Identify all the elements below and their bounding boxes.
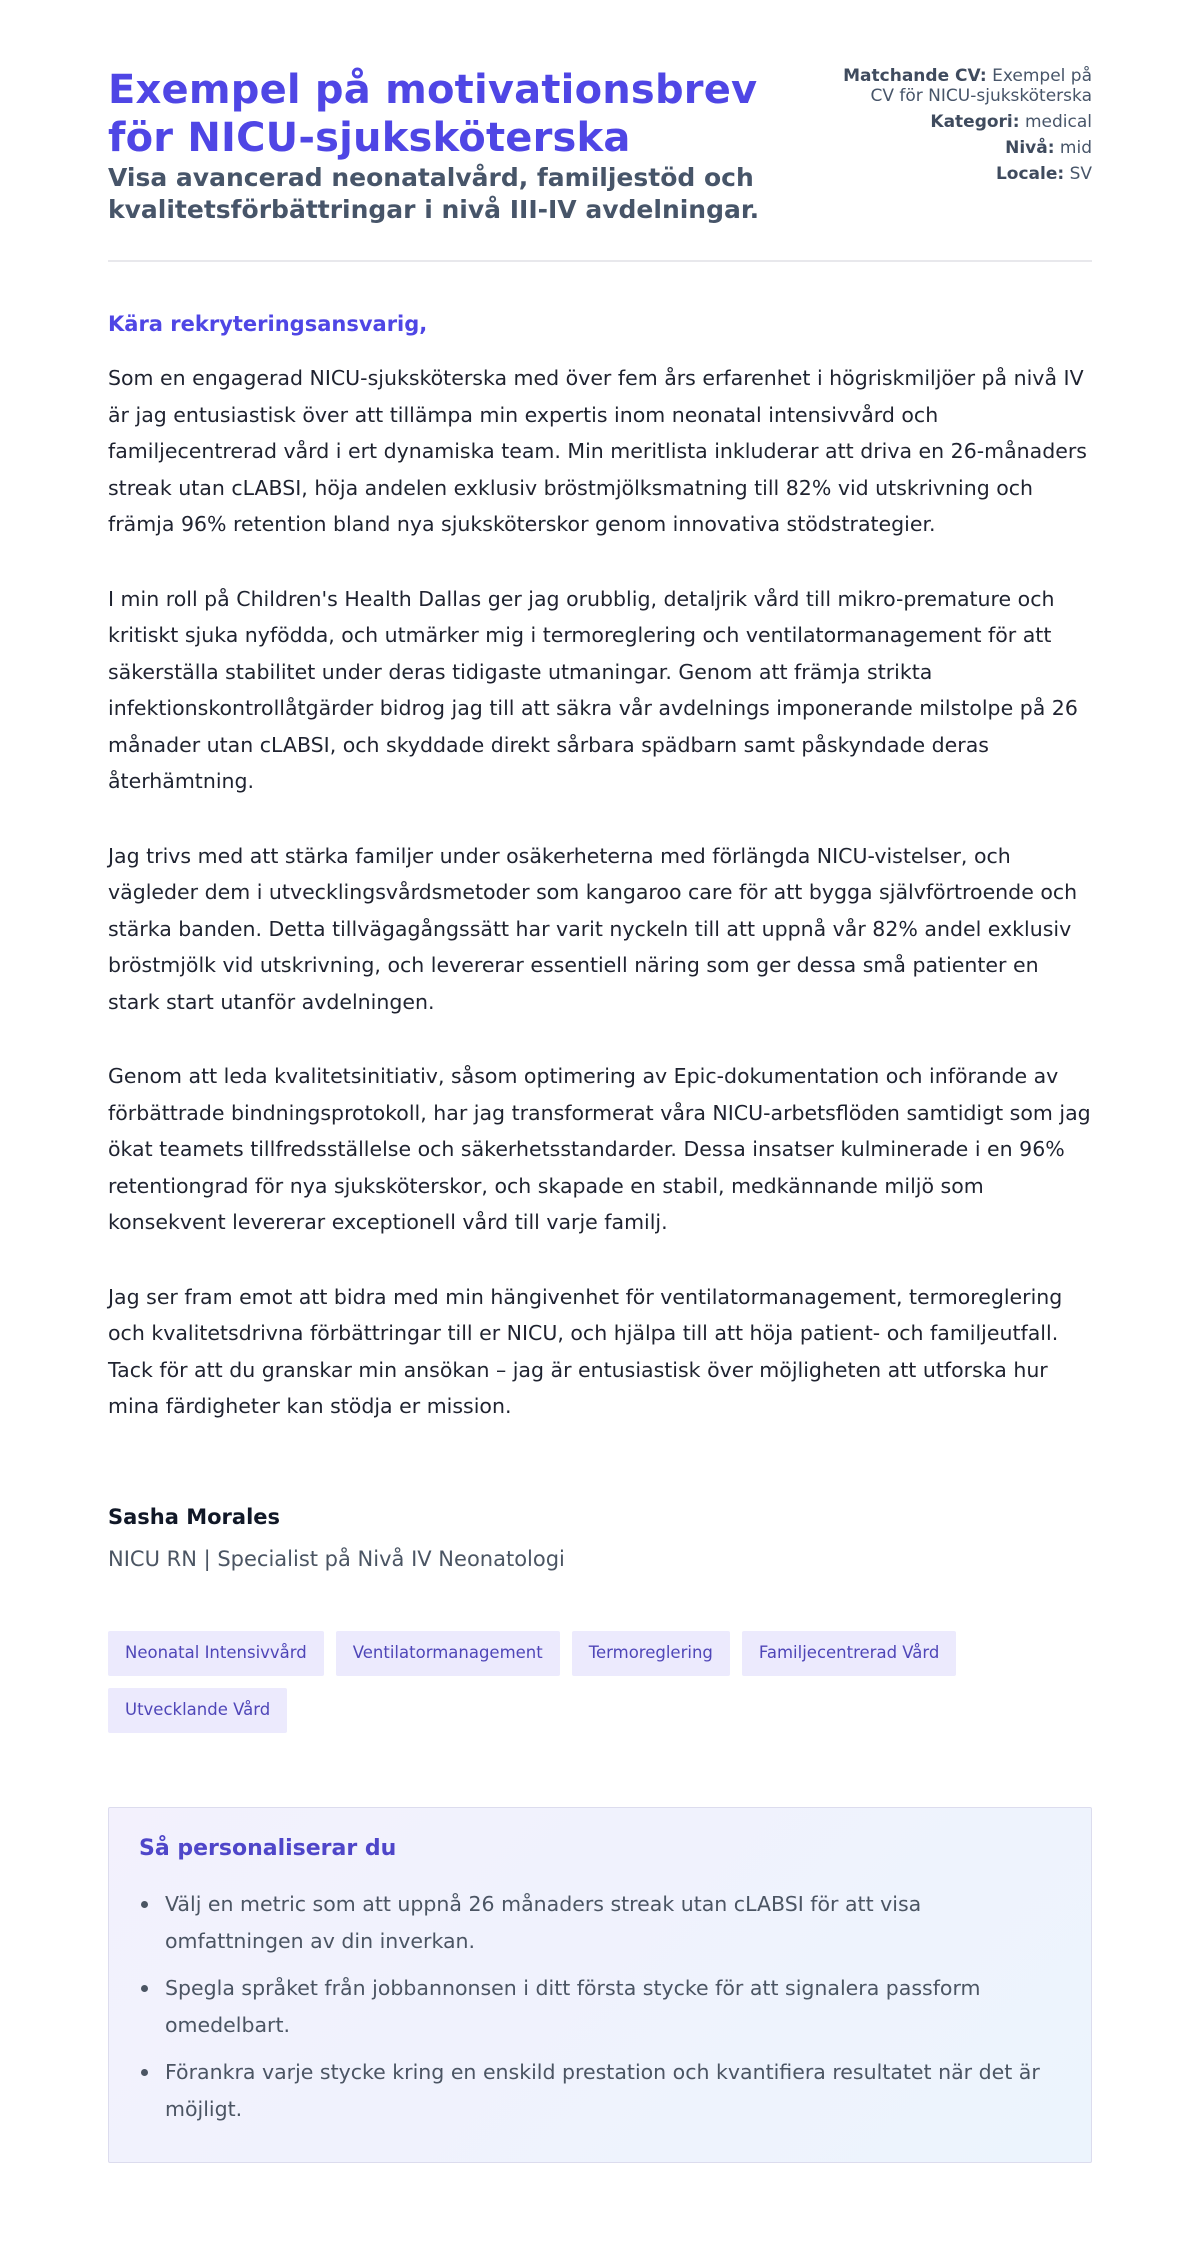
skill-tag: Familjecentrerad Vård: [742, 1631, 957, 1676]
bullet-icon: [141, 1985, 148, 1992]
tips-item: [139, 1886, 1061, 1960]
letter-paragraph: Som en engagerad NICU-sjuksköterska med över fem års erfarenhet i högriskmiljöer på nivå IV är jag entusiastisk över att tillämpa min expertis inom neonatal intensivvård och familjecentrerad vård i ert dynamiska team. Min meritlista inkluderar att driva en 26-månaders streak utan cLABSI, höja andelen exklusiv bröstmjölksmatning till 82% vid utskrivning och främja 96% retention bland nya sjuksköterskor genom innovativa stödstrategier.: [108, 366, 1087, 536]
personalization-tips: [108, 1807, 1092, 2163]
meta-value: medical: [1024, 112, 1092, 132]
page-title: Exempel på motivationsbrev för NICU-sjuksköterska: [108, 67, 758, 161]
letter-paragraph: Genom att leda kvalitetsinitiativ, såsom optimering av Epic-dokumentation och införande av förbättrade bindningsprotokoll, har jag transformerat våra NICU-arbetsflöden samtidigt som jag ökat teamets tillfredsställelse och säkerhetsstandarder. Dessa insatser kulminerade i en 96% retentiongrad för nya sjuksköterskor, och skapade en stabil, medkännande miljö som konsekvent levererar exceptionell vård till varje familj.: [108, 1064, 1091, 1234]
meta-level: [822, 138, 1092, 158]
meta-label: Nivå:: [1005, 138, 1055, 158]
tips-title: Så personaliserar du: [139, 1835, 397, 1861]
tips-item-text: Välj en metric som att uppnå 26 månaders streak utan cLABSI för att visa omfattningen av din inverkan.: [165, 1891, 922, 1953]
tips-list: [139, 1886, 1061, 2128]
skill-tag: Termoreglering: [572, 1631, 730, 1676]
page-header: [108, 66, 1092, 262]
signature-role: NICU RN | Specialist på Nivå IV Neonatologi: [108, 1546, 565, 1571]
tips-item: [139, 1970, 1061, 2044]
letter-paragraph: I min roll på Children's Health Dallas ger jag orubblig, detaljrik vård till mikro-premature och kritiskt sjuka nyfödda, och utmärker mig i termoreglering och ventilatormanagement för att säkerställa stabilitet under deras tidigaste utmaningar. Genom att främja strikta infektionskontrollåtgärder bidrog jag till att säkra vår avdelnings imponerande milstolpe på 26 månader utan cLABSI, och skyddade direkt sårbara spädbarn samt påskyndade deras återhämtning.: [108, 586, 1078, 793]
matching-cv-link[interactable]: Exempel på CV för NICU-sjuksköterska: [870, 66, 1092, 106]
title-block: [108, 66, 808, 226]
skill-tag: Utvecklande Vård: [108, 1688, 287, 1733]
tips-item: [139, 2054, 1061, 2128]
letter-greeting: Kära rekryteringsansvarig,: [108, 312, 428, 336]
tips-item-text: Spegla språket från jobbannonsen i ditt första stycke för att signalera passform omedelbart.: [165, 1975, 981, 2037]
meta-value: mid: [1059, 138, 1092, 158]
meta-matching-cv: [822, 66, 1092, 106]
meta-category: [822, 112, 1092, 132]
letter-paragraphs: [108, 360, 1092, 1425]
meta-label: Locale:: [995, 164, 1065, 184]
signature-block: [108, 1503, 1092, 1573]
meta-label: Matchande CV:: [843, 66, 987, 86]
tips-item-text: Förankra varje stycke kring en enskild prestation och kvantifiera resultatet när det är möjligt.: [165, 2059, 1040, 2121]
page-subtitle: Visa avancerad neonatalvård, familjestöd och kvalitetsförbättringar i nivå III-IV avdelningar.: [108, 163, 760, 224]
bullet-icon: [141, 2069, 148, 2076]
bullet-icon: [141, 1901, 148, 1908]
skill-tags: [108, 1631, 1092, 1733]
letter-paragraph: Jag trivs med att stärka familjer under osäkerheterna med förlängda NICU-vistelser, och vägleder dem i utvecklingsvårdsmetoder som kangaroo care för att bygga självförtroende och stärka banden. Detta tillvägagångssätt har varit nyckeln till att uppnå vår 82% andel exklusiv bröstmjölk vid utskrivning, och levererar essentiell näring som ger dessa små patienter en stark start utanför avdelningen.: [108, 843, 1078, 1014]
meta-value: SV: [1069, 164, 1092, 184]
skill-tag: Ventilatormanagement: [336, 1631, 560, 1676]
skill-tag: Neonatal Intensivvård: [108, 1631, 324, 1676]
meta-panel: [822, 66, 1092, 190]
letter-paragraph: Jag ser fram emot att bidra med min hängivenhet för ventilatormanagement, termoreglering och kvalitetsdrivna förbättringar till er NICU, och hjälpa till att höja patient- och familjeutfall. Tack för att du granskar min ansökan – jag är entusiastisk över möjligheten att utforska hur mina färdigheter kan stödja er mission.: [108, 1284, 1063, 1418]
meta-label: Kategori:: [930, 112, 1020, 132]
letter-body: [108, 310, 1092, 1573]
signature-name: Sasha Morales: [108, 1504, 281, 1529]
meta-locale: [822, 164, 1092, 184]
